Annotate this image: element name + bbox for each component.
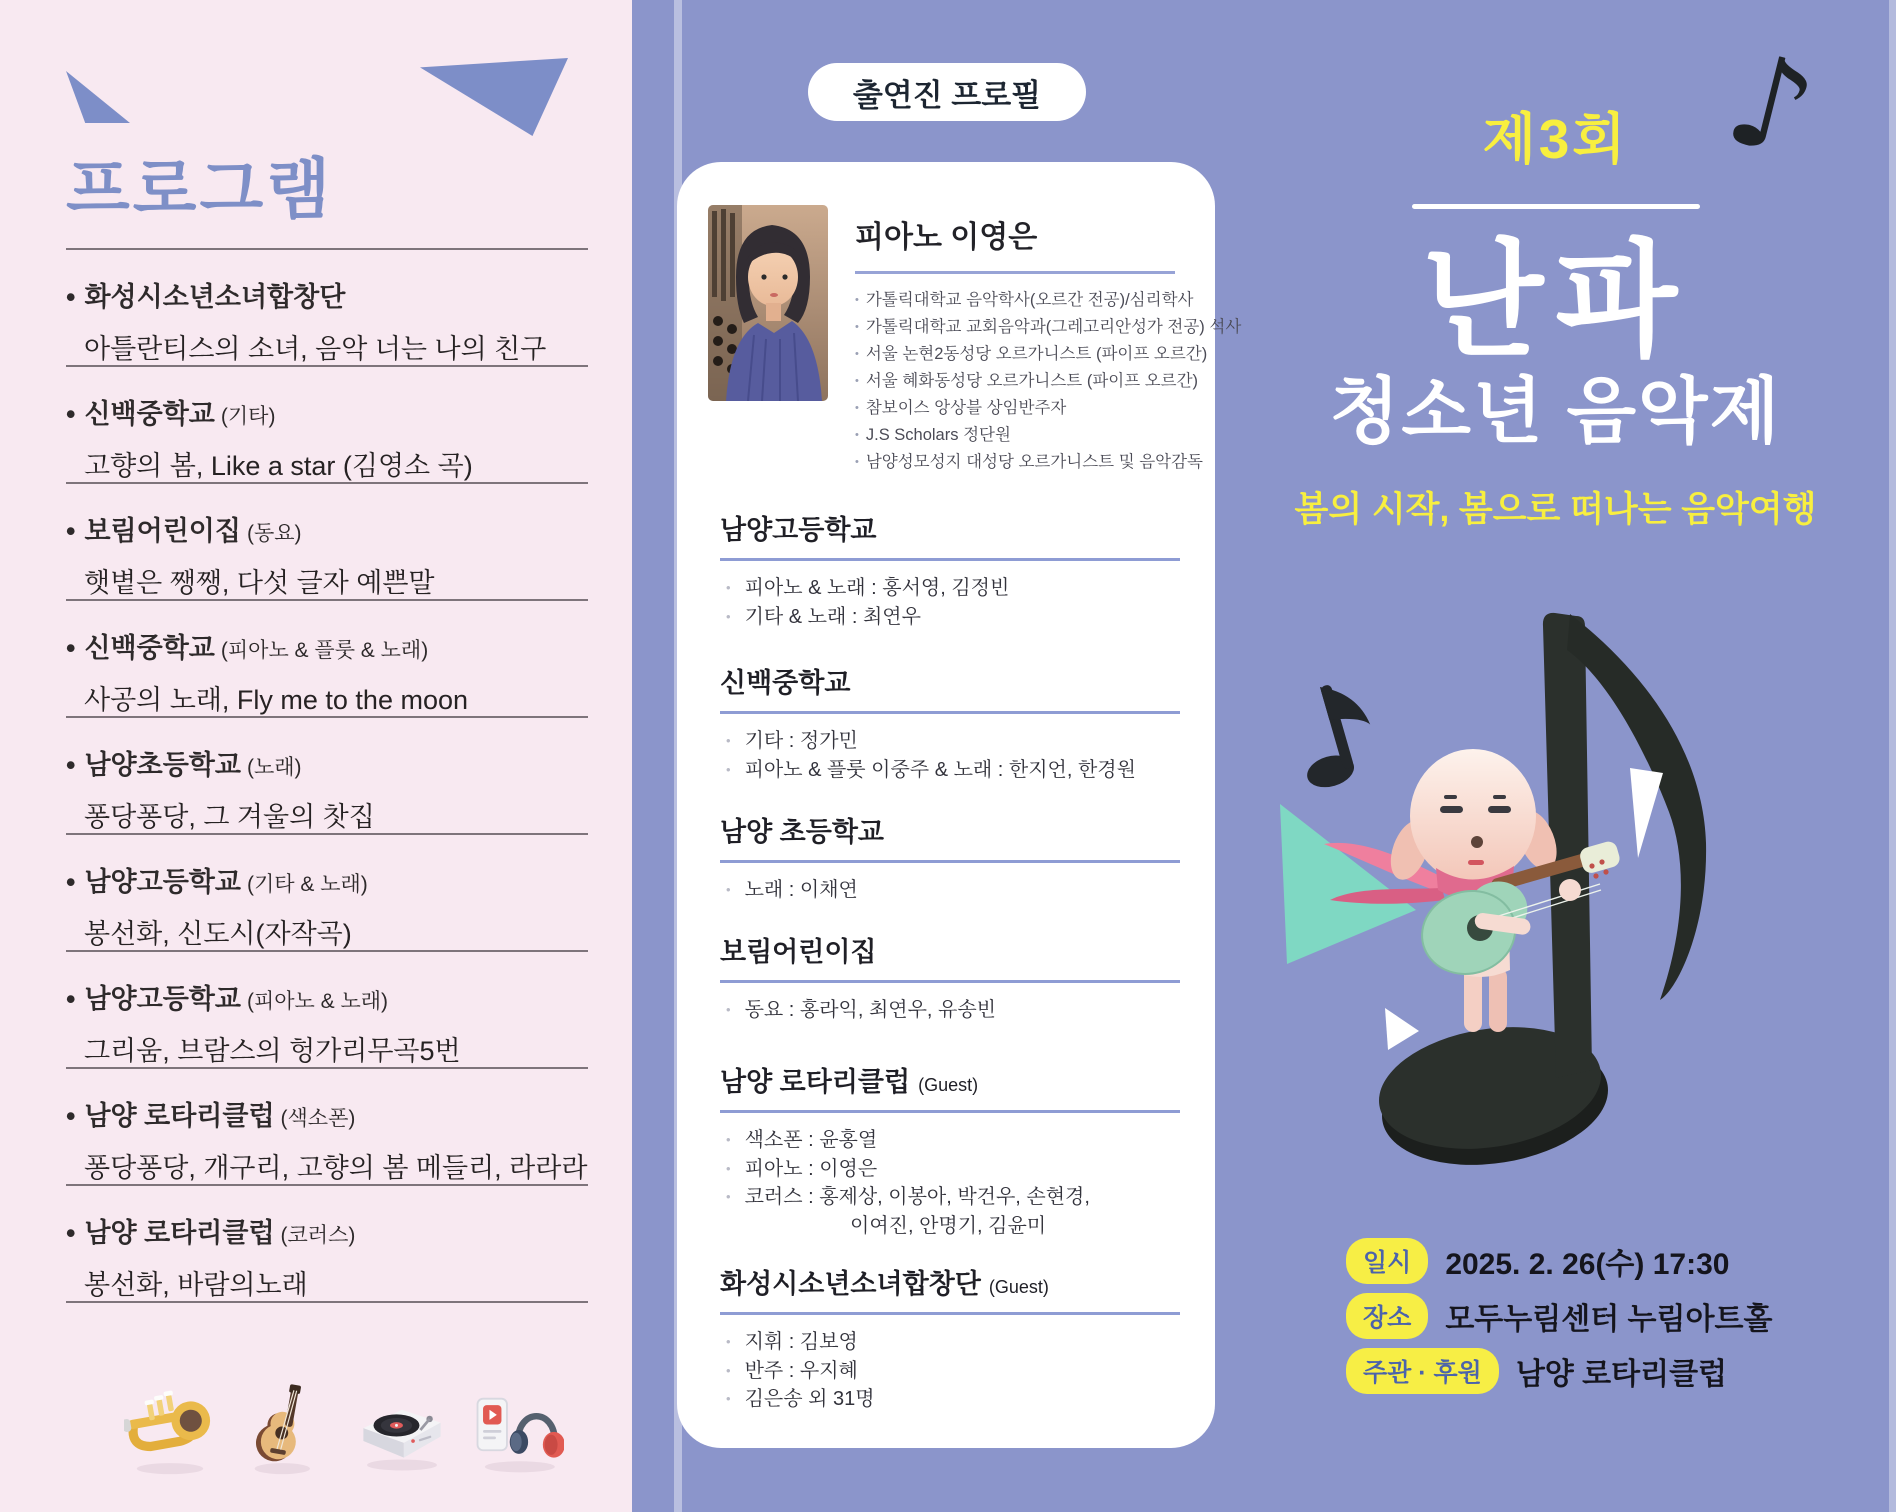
divider	[720, 1110, 1180, 1113]
bullet-icon: •	[66, 1101, 76, 1131]
credential: • 참보이스 앙상블 상임반주자	[855, 395, 1179, 422]
info-row	[1346, 1350, 1772, 1392]
program-group: 남양고등학교	[84, 984, 241, 1014]
pianist-photo	[708, 205, 828, 401]
program-songs: 퐁당퐁당, 그 겨울의 찻집	[84, 802, 375, 832]
decorative-triangle-icon	[420, 58, 568, 136]
program-item	[66, 248, 588, 365]
event-info	[1346, 1240, 1772, 1392]
festival-tagline: 봄의 시작, 봄으로 떠나는 음악여행	[1294, 490, 1817, 529]
performer-line: • 김은송 외 31명	[720, 1385, 1180, 1414]
poster-panel	[1215, 0, 1896, 1512]
bullet-icon: •	[66, 984, 76, 1014]
edition-label: 제3회	[1482, 108, 1629, 170]
info-value: 모두누림센터 누림아트홀	[1445, 1303, 1773, 1336]
program-songs: 그리움, 브람스의 헝가리무곡5번	[84, 1036, 461, 1066]
program-list	[66, 248, 588, 1303]
program-group: 남양초등학교	[84, 750, 241, 780]
info-label-pill: 장소	[1346, 1293, 1428, 1339]
program-songs: 고향의 봄, Like a star (김영소 곡)	[84, 451, 473, 481]
divider	[720, 558, 1180, 561]
performer-line: • 반주 : 우지혜	[720, 1357, 1180, 1386]
sheep-character	[1324, 749, 1622, 1032]
info-label-pill: 주관 · 후원	[1346, 1348, 1499, 1394]
bullet-icon: •	[66, 1218, 76, 1248]
white-triangle	[1385, 1008, 1419, 1050]
credential: • 남양성모성지 대성당 오르가니스트 및 음악감독	[855, 449, 1179, 476]
program-songs: 사공의 노래, Fly me to the moon	[84, 685, 469, 715]
bullet-icon: •	[66, 282, 76, 312]
right-area	[632, 0, 1896, 1512]
bullet-icon: •	[66, 516, 76, 546]
performer-line: • 기타 & 노래 : 최연우	[720, 603, 1180, 632]
divider	[855, 271, 1175, 274]
performer-section	[720, 508, 1180, 631]
program-item	[66, 1067, 588, 1184]
program-group: 신백중학교	[84, 633, 215, 663]
performer-line: • 피아노 & 플룻 이중주 & 노래 : 한지언, 한경원	[720, 756, 1180, 785]
bullet-icon: •	[66, 867, 76, 897]
program-detail: (기타 & 노래)	[246, 873, 368, 896]
mascot-illustration	[1240, 598, 1785, 1253]
program-songs: 봉선화, 신도시(자작곡)	[84, 919, 352, 949]
program-songs: 퐁당퐁당, 개구리, 고향의 봄 메들리, 라라라	[84, 1153, 588, 1183]
decorative-triangle-icon	[66, 71, 130, 123]
pianist-credentials	[855, 287, 1242, 476]
program-detail: (피아노 & 노래)	[246, 990, 389, 1013]
big-note-icon	[1370, 613, 1706, 1180]
performer-section	[720, 810, 1180, 905]
info-row	[1346, 1295, 1772, 1337]
program-item	[66, 482, 588, 599]
program-item	[66, 833, 588, 950]
bullet-icon: •	[66, 399, 76, 429]
info-value: 2025. 2. 26(수) 17:30	[1445, 1248, 1730, 1281]
program-item	[66, 365, 588, 482]
program-detail: (색소폰)	[280, 1107, 356, 1130]
small-note-icon	[1284, 677, 1383, 793]
performer-line: • 색소폰 : 윤홍열	[720, 1126, 1180, 1155]
section-title: 남양고등학교	[720, 515, 877, 545]
teal-triangle	[1280, 804, 1416, 964]
program-item	[66, 599, 588, 716]
performer-line: 이여진, 안명기, 김윤미	[850, 1214, 1047, 1237]
program-group: 화성시소년소녀합창단	[84, 282, 346, 312]
performer-line: • 노래 : 이채연	[720, 876, 1180, 905]
program-detail: (기타)	[220, 405, 276, 428]
info-value: 남양 로타리클럽	[1515, 1358, 1728, 1391]
divider	[720, 860, 1180, 863]
title-rule	[1412, 204, 1700, 209]
info-row	[1346, 1240, 1772, 1282]
pianist-profile	[855, 212, 1242, 476]
turntable-icon	[356, 1378, 448, 1482]
white-triangle	[1630, 768, 1663, 858]
program-group: 보림어린이집	[84, 516, 241, 546]
section-title: 신백중학교	[720, 668, 851, 698]
section-suffix: (Guest)	[988, 1277, 1049, 1297]
pianist-title: 피아노 이영은	[855, 221, 1038, 254]
bullet-icon: •	[66, 633, 76, 663]
program-songs: 봉선화, 바람의노래	[84, 1270, 308, 1300]
credential: • J.S Scholars 정단원	[855, 422, 1179, 449]
festival-title-main: 난파	[1421, 230, 1690, 371]
profile-badge	[808, 63, 1086, 121]
performer-line: • 피아노 : 이영은	[720, 1155, 1180, 1184]
performer-line: • 동요 : 홍라익, 최연우, 유송빈	[720, 996, 1180, 1025]
performer-section	[720, 930, 1180, 1025]
section-title: 남양 로타리클럽	[720, 1067, 911, 1097]
program-item	[66, 1184, 588, 1303]
program-group: 남양 로타리클럽	[84, 1101, 275, 1131]
section-title: 화성시소년소녀합창단	[720, 1269, 981, 1299]
divider	[720, 980, 1180, 983]
performer-section	[720, 1060, 1180, 1240]
performer-line: • 피아노 & 노래 : 홍서영, 김정빈	[720, 574, 1180, 603]
program-detail: (노래)	[246, 756, 302, 779]
festival-title-sub: 청소년 음악제	[1329, 372, 1782, 452]
program-songs: 아틀란티스의 소녀, 음악 너는 나의 친구	[84, 334, 547, 364]
program-group: 남양 로타리클럽	[84, 1218, 275, 1248]
instrument-icons	[124, 1378, 564, 1482]
section-suffix: (Guest)	[918, 1075, 979, 1095]
divider	[720, 1312, 1180, 1315]
performer-section	[720, 661, 1180, 784]
trumpet-icon	[124, 1378, 216, 1482]
program-item	[66, 950, 588, 1067]
program-group: 남양고등학교	[84, 867, 241, 897]
program-item	[66, 716, 588, 833]
section-title: 남양 초등학교	[720, 817, 884, 847]
performer-line: • 지휘 : 김보영	[720, 1328, 1180, 1357]
program-songs: 햇볕은 쨍쨍, 다섯 글자 예쁜말	[84, 568, 435, 598]
program-detail: (코러스)	[280, 1224, 356, 1247]
program-group: 신백중학교	[84, 399, 215, 429]
program-detail: (피아노 & 플룻 & 노래)	[220, 639, 429, 662]
music-note-icon: ♪	[1713, 23, 1829, 188]
performer-line: • 기타 : 정가민	[720, 727, 1180, 756]
info-label-pill: 일시	[1346, 1238, 1428, 1284]
program-detail: (동요)	[246, 522, 302, 545]
performer-line: • 코러스 : 홍제상, 이봉아, 박건우, 손현경,	[720, 1183, 1180, 1212]
program-title: 프로그램	[66, 152, 334, 226]
credential: • 서울 논현2동성당 오르가니스트 (파이프 오르간)	[855, 341, 1179, 368]
guitar-icon	[240, 1378, 332, 1482]
profile-card	[677, 162, 1242, 1448]
headphones-icon	[472, 1378, 564, 1482]
credential: • 서울 혜화동성당 오르가니스트 (파이프 오르간)	[855, 368, 1179, 395]
profile-badge-label: 출연진 프로필	[852, 77, 1042, 113]
credential: • 가톨릭대학교 교회음악과(그레고리안성가 전공) 석사	[855, 314, 1179, 341]
section-title: 보림어린이집	[720, 937, 877, 967]
divider	[720, 711, 1180, 714]
bullet-icon: •	[66, 750, 76, 780]
credential: • 가톨릭대학교 음악학사(오르간 전공)/심리학사	[855, 287, 1179, 314]
performer-section	[720, 1262, 1180, 1414]
program-panel	[0, 0, 632, 1512]
